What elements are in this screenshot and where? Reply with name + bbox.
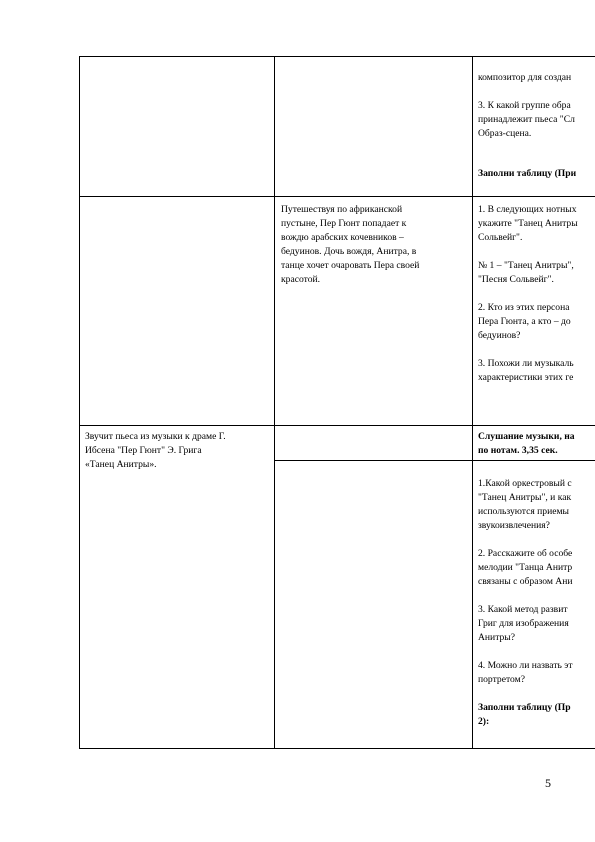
col-border-1 xyxy=(274,56,275,749)
row2-question-3: 3. Похожи ли музыкаль характеристики этих ге xyxy=(478,358,574,383)
row3-col3-top-cell xyxy=(478,430,595,458)
row1-paragraph-3: Заполни таблицу (При xyxy=(478,168,577,179)
row3-question-4: 4. Можно ли назвать эт портретом? xyxy=(478,660,573,685)
row2-description: Путешествуя по африканской пустыне, Пер Гюнт попадает к вождю арабских кочевников – бедуинов. Дочь вождя, Анитра, в танце хочет очаровать Пера своей красотой. xyxy=(281,204,420,285)
row-border-1 xyxy=(79,196,595,197)
row3-question-1: 1.Какой оркестровый с "Танец Анитры", и как используются приемы звукоизвлечения? xyxy=(478,478,572,531)
row-border-3a xyxy=(274,460,595,461)
row3-fill-table: Заполни таблицу (Пр 2): xyxy=(478,702,571,727)
row3-listening-title: Слушание музыки, на по нотам. 3,35 сек. xyxy=(478,431,575,456)
col-border-left xyxy=(79,56,80,749)
row3-activity: Звучит пьеса из музыки к драме Г. Ибсена "Пер Гюнт" Э. Грига «Танец Анитры». xyxy=(85,431,226,470)
row-border-top xyxy=(79,56,595,57)
row3-question-3: 3. Какой метод развит Григ для изображения Анитры? xyxy=(478,604,569,643)
row-border-2 xyxy=(79,425,595,426)
col-border-2 xyxy=(472,56,473,749)
row-border-bottom xyxy=(79,748,595,749)
row1-paragraph-2: 3. К какой группе обра принадлежит пьеса "Сл Образ-сцена. xyxy=(478,100,575,139)
row2-answer-1: № 1 – "Танец Анитры", "Песня Сольвейг". xyxy=(478,260,574,285)
row2-col2-cell xyxy=(281,203,469,287)
row2-question-2: 2. Кто из этих персона Пера Гюнта, а кто – до бедуинов? xyxy=(478,302,571,341)
row3-question-2: 2. Расскажите об особе мелодии "Танца Анитр связаны с образом Ани xyxy=(478,548,573,587)
row1-paragraph-1: композитор для создан xyxy=(478,72,572,83)
row3-col1-cell xyxy=(85,430,273,472)
page-number: 5 xyxy=(545,776,551,790)
row3-col3-bottom-cell xyxy=(478,477,595,729)
row2-question-1: 1. В следующих нотных укажите "Танец Анитры Сольвейг". xyxy=(478,204,578,243)
row1-col3-cell xyxy=(478,71,595,181)
row2-col3-cell xyxy=(478,203,595,385)
